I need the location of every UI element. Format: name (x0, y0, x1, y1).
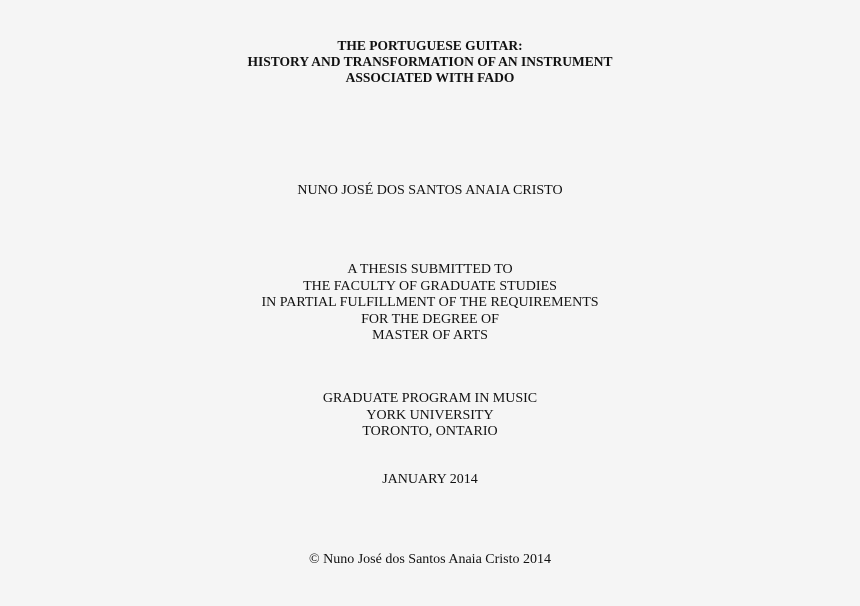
copyright-notice (0, 552, 860, 568)
author-line: NUNO JOSÉ DOS SANTOS ANAIA CRISTO (297, 183, 563, 198)
program-line-2: YORK UNIVERSITY (366, 407, 494, 423)
program-info (0, 391, 860, 441)
program-line-1: GRADUATE PROGRAM IN MUSIC (322, 391, 538, 406)
statement-line-5: MASTER OF ARTS (372, 328, 488, 343)
title-line-3: ASSOCIATED WITH FADO (345, 70, 515, 85)
program-line-3: TORONTO, ONTARIO (362, 424, 498, 439)
statement-line-1: A THESIS SUBMITTED TO (347, 262, 513, 277)
title-line-1: THE PORTUGUESE GUITAR: (337, 38, 523, 53)
statement-line-2: THE FACULTY OF GRADUATE STUDIES (303, 278, 557, 294)
statement-line-3: IN PARTIAL FULFILLMENT OF THE REQUIREMENTS (261, 295, 599, 310)
submission-date (0, 472, 860, 488)
statement-line-4: FOR THE DEGREE OF (361, 311, 499, 327)
author-name (0, 183, 860, 199)
thesis-title (0, 38, 860, 86)
submission-statement (0, 262, 860, 345)
copyright-line: © Nuno José dos Santos Anaia Cristo 2014 (308, 552, 552, 567)
date-line: JANUARY 2014 (382, 472, 478, 487)
title-line-2: HISTORY AND TRANSFORMATION OF AN INSTRUMENT (247, 54, 613, 69)
